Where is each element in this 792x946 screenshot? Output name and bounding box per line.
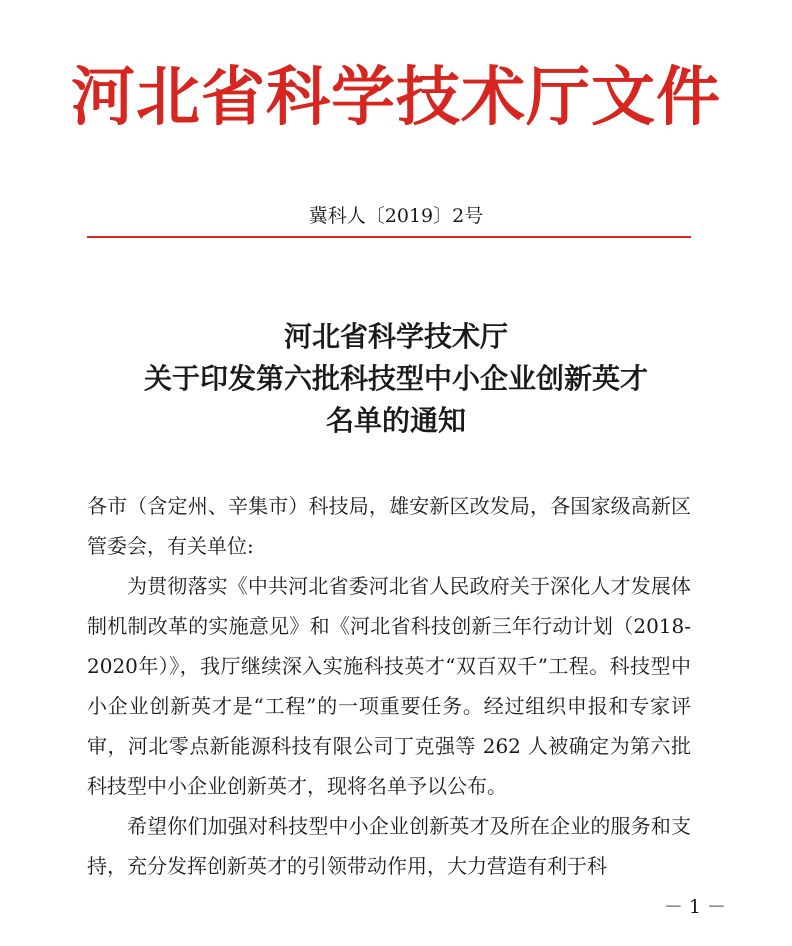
salutation: 各市（含定州、辛集市）科技局，雄安新区改发局，各国家级高新区管委会，有关单位: (87, 494, 691, 558)
page-number: － 1 － (663, 896, 726, 918)
notice-body (87, 486, 691, 886)
body-paragraph-2: 希望你们加强对科技型中小企业创新英才及所在企业的服务和支持，充分发挥创新英才的引领带动作用，大力营造有利于科 (87, 814, 691, 878)
body-paragraph-1: 为贯彻落实《中共河北省委河北省人民政府关于深化人才发展体制机制改革的实施意见》和《河北省科技创新三年行动计划（2018-2020年）》，我厅继续深入实施科技英才“双百双千”工程。科技型中小企业创新英才是“工程”的一项重要任务。经过组织申报和专家评审，河北零点新能源科技有限公司丁克强等 262 人被确定为第六批科技型中小企业创新英才，现将名单予以公布。 (87, 574, 691, 798)
title-line-1: 河北省科学技术厅 (283, 320, 508, 353)
document-number: 冀科人〔2019〕2号 (308, 205, 484, 227)
masthead-title: 河北省科学技术厅文件 (71, 61, 721, 135)
header-divider (87, 236, 691, 238)
title-line-2: 关于印发第六批科技型中小企业创新英才 (143, 362, 648, 395)
title-line-3: 名单的通知 (325, 404, 466, 437)
notice-title (0, 316, 792, 442)
